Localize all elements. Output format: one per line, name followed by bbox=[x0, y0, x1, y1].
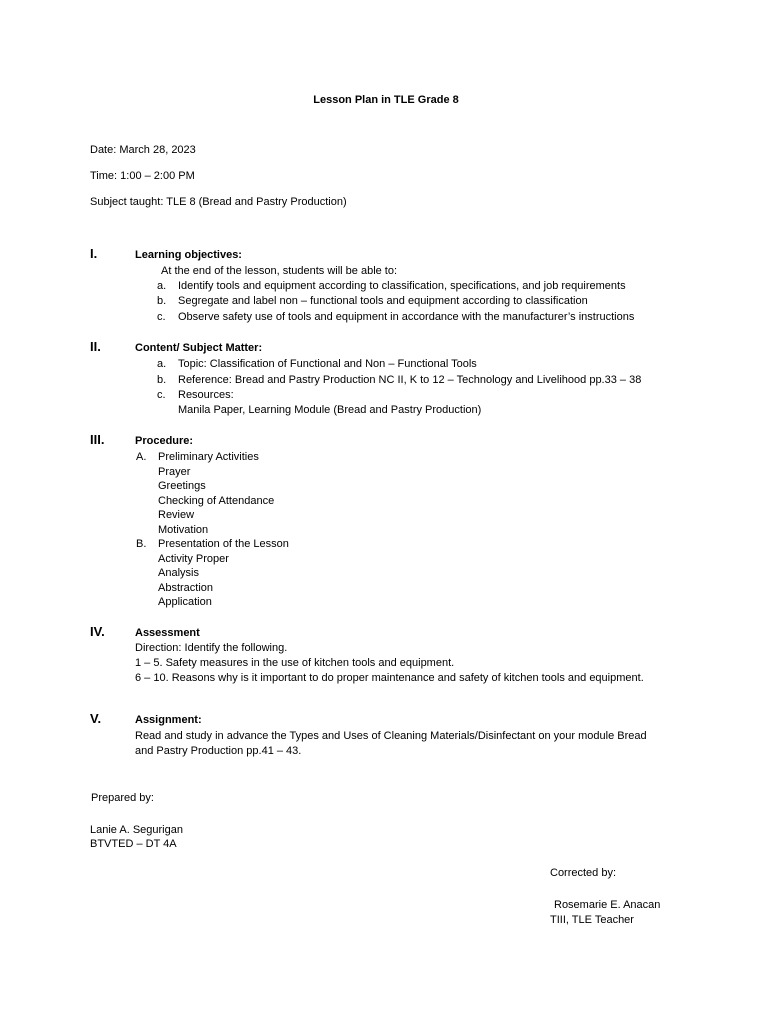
preparer-name: Lanie A. Segurigan bbox=[90, 824, 183, 836]
list-item: Reference: Bread and Pastry Production NC II, K to 12 – Technology and Livelihood pp.33 – 38 bbox=[178, 374, 642, 386]
date-line: Date: March 28, 2023 bbox=[90, 144, 196, 156]
section-heading: Content/ Subject Matter: bbox=[135, 342, 263, 354]
resources-detail: Manila Paper, Learning Module (Bread and Pastry Production) bbox=[178, 404, 482, 416]
corrector-name: Rosemarie E. Anacan bbox=[554, 899, 661, 911]
group-marker: B. bbox=[136, 538, 147, 550]
corrector-role: TIII, TLE Teacher bbox=[550, 914, 634, 926]
assessment-line: 6 – 10. Reasons why is it important to do proper maintenance and safety of kitchen tools and equipment. bbox=[135, 672, 644, 684]
list-item-marker: a. bbox=[157, 358, 167, 370]
list-item: Greetings bbox=[158, 480, 206, 492]
list-item: Motivation bbox=[158, 524, 209, 536]
document-title: Lesson Plan in TLE Grade 8 bbox=[313, 94, 459, 106]
list-item: Resources: bbox=[178, 389, 234, 401]
list-item-marker: c. bbox=[157, 311, 166, 323]
section-heading: Learning objectives: bbox=[135, 249, 242, 261]
section-heading: Procedure: bbox=[135, 435, 194, 447]
section-numeral: II. bbox=[90, 339, 101, 354]
list-item-marker: b. bbox=[157, 374, 167, 386]
section-numeral: IV. bbox=[90, 624, 105, 639]
list-item: Checking of Attendance bbox=[158, 495, 275, 507]
subject-line: Subject taught: TLE 8 (Bread and Pastry Production) bbox=[90, 196, 347, 208]
preparer-role: BTVTED – DT 4A bbox=[90, 838, 177, 850]
list-item: Identify tools and equipment according to classification, specifications, and job requirements bbox=[178, 280, 626, 292]
group-marker: A. bbox=[136, 451, 147, 463]
list-item: Abstraction bbox=[158, 582, 214, 594]
list-item-marker: a. bbox=[157, 280, 167, 292]
corrected-by-label: Corrected by: bbox=[550, 867, 617, 879]
list-item: Observe safety use of tools and equipment in accordance with the manufacturer’s instructions bbox=[178, 311, 635, 323]
list-item: Application bbox=[158, 596, 212, 608]
section-heading: Assessment bbox=[135, 627, 200, 639]
assignment-line: and Pastry Production pp.41 – 43. bbox=[135, 745, 302, 757]
list-item-marker: c. bbox=[157, 389, 166, 401]
section-intro: At the end of the lesson, students will be able to: bbox=[161, 265, 398, 277]
list-item-marker: b. bbox=[157, 295, 167, 307]
prepared-by-label: Prepared by: bbox=[91, 792, 154, 804]
assessment-line: Direction: Identify the following. bbox=[135, 642, 288, 654]
section-numeral: III. bbox=[90, 432, 105, 447]
list-item: Review bbox=[158, 509, 195, 521]
section-numeral: I. bbox=[90, 246, 98, 261]
list-item: Analysis bbox=[158, 567, 199, 579]
group-title: Preliminary Activities bbox=[158, 451, 259, 463]
group-title: Presentation of the Lesson bbox=[158, 538, 289, 550]
list-item: Segregate and label non – functional tools and equipment according to classification bbox=[178, 295, 588, 307]
assignment-line: Read and study in advance the Types and Uses of Cleaning Materials/Disinfectant on your module Bread bbox=[135, 730, 647, 742]
section-heading: Assignment: bbox=[135, 714, 202, 726]
list-item: Prayer bbox=[158, 466, 191, 478]
section-numeral: V. bbox=[90, 711, 102, 726]
assessment-line: 1 – 5. Safety measures in the use of kitchen tools and equipment. bbox=[135, 657, 455, 669]
list-item: Topic: Classification of Functional and Non – Functional Tools bbox=[178, 358, 477, 370]
time-line: Time: 1:00 – 2:00 PM bbox=[90, 170, 195, 182]
list-item: Activity Proper bbox=[158, 553, 229, 565]
